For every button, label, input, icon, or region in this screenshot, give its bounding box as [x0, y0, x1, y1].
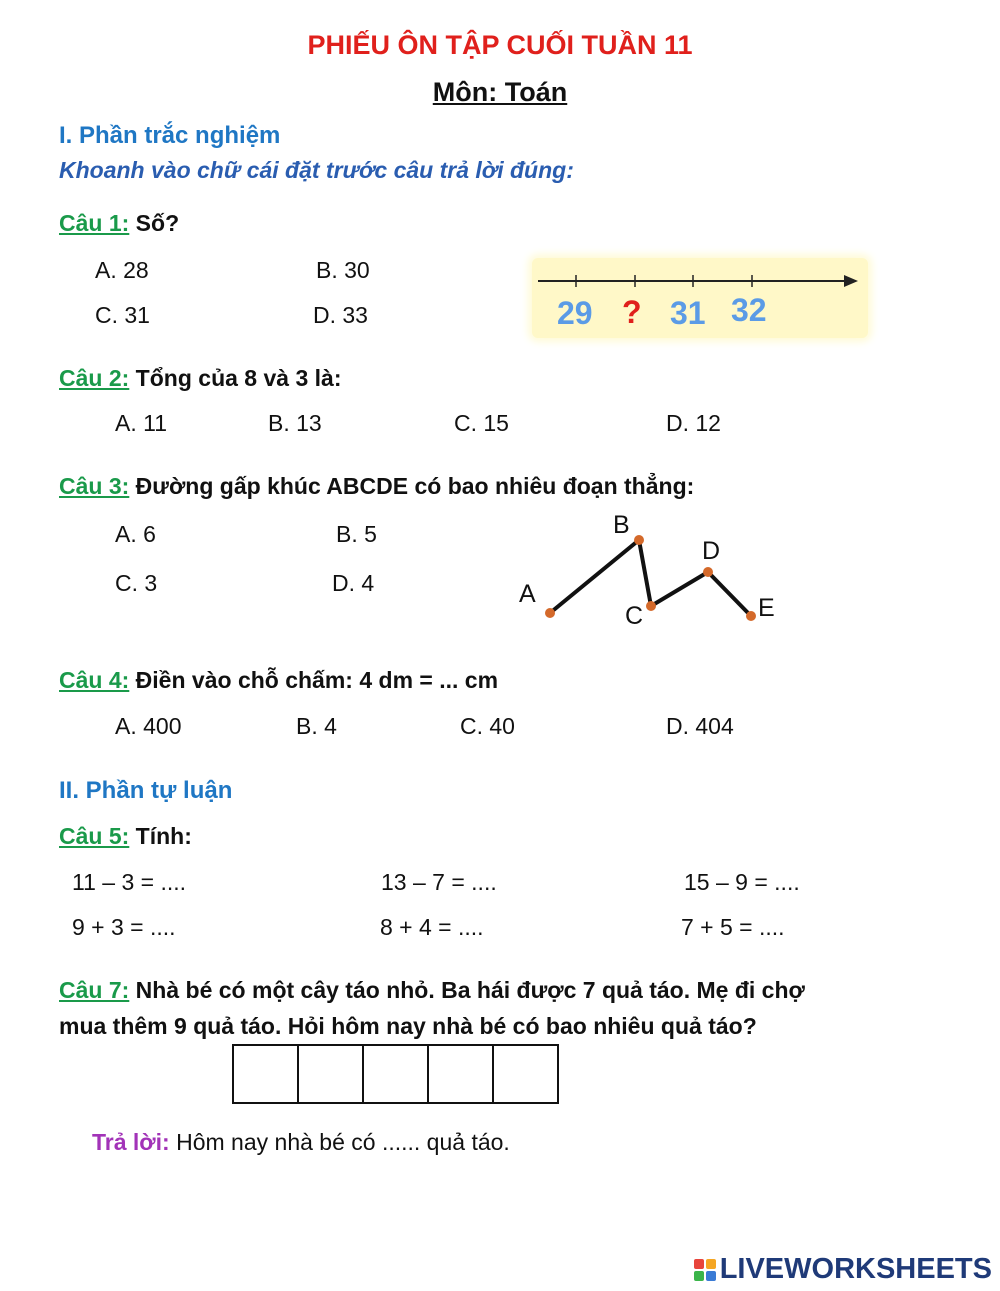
number-line-label-31: 31 — [670, 295, 706, 331]
number-line-label-32: 32 — [731, 292, 767, 328]
calc-5[interactable]: 8 + 4 = .... — [380, 914, 484, 940]
q2-option-d[interactable]: D. 12 — [666, 410, 721, 436]
point-e-marker — [746, 611, 756, 621]
answer-box-5[interactable] — [494, 1046, 557, 1102]
answer-box-2[interactable] — [299, 1046, 364, 1102]
answer-box-4[interactable] — [429, 1046, 494, 1102]
q3-option-c[interactable]: C. 3 — [115, 570, 158, 596]
subject-title: Môn: Toán — [432, 77, 568, 107]
point-b-label: B — [613, 511, 630, 539]
q7-prompt-line2: mua thêm 9 quả táo. Hỏi hôm nay nhà bé có bao nhiêu quả táo? — [59, 1013, 757, 1039]
point-a-label: A — [519, 580, 536, 608]
q4-option-a[interactable]: A. 400 — [115, 713, 182, 739]
calc-1[interactable]: 11 – 3 = .... — [72, 869, 187, 895]
polyline-abcde-figure — [500, 500, 800, 640]
q1-prompt: Câu 1: Số? — [59, 210, 180, 236]
q7-prompt-line1: Câu 7: Nhà bé có một cây táo nhỏ. Ba hái được 7 quả táo. Mẹ đi chợ — [59, 977, 805, 1003]
liveworksheets-logo-icon — [694, 1259, 716, 1281]
part1-heading: I. Phần trắc nghiệm — [59, 122, 281, 149]
worksheet-title: PHIẾU ÔN TẬP CUỐI TUẦN 11 — [307, 30, 693, 60]
part2-heading: II. Phần tự luận — [59, 777, 233, 804]
number-line-label-unknown: ? — [622, 294, 642, 330]
logo-tile-1 — [694, 1259, 704, 1269]
q3-option-b[interactable]: B. 5 — [336, 521, 377, 547]
calc-4[interactable]: 9 + 3 = .... — [72, 914, 176, 940]
point-d-label: D — [702, 537, 721, 565]
q4-option-c[interactable]: C. 40 — [460, 713, 515, 739]
q7-answer-line: Trả lời: Hôm nay nhà bé có ...... quả táo. — [92, 1129, 510, 1155]
q1-option-c[interactable]: C. 31 — [95, 302, 150, 328]
answer-box-3[interactable] — [364, 1046, 429, 1102]
q1-option-a[interactable]: A. 28 — [95, 257, 149, 283]
part1-instruction: Khoanh vào chữ cái đặt trước câu trả lời đúng: — [59, 157, 574, 183]
q4-option-b[interactable]: B. 4 — [296, 713, 337, 739]
logo-tile-2 — [706, 1259, 716, 1269]
q2-option-b[interactable]: B. 13 — [268, 410, 322, 436]
point-c-label: C — [625, 602, 644, 630]
q3-option-d[interactable]: D. 4 — [332, 570, 375, 596]
q2-option-c[interactable]: C. 15 — [454, 410, 509, 436]
logo-tile-3 — [694, 1271, 704, 1281]
point-b-marker — [634, 535, 644, 545]
point-d-marker — [703, 567, 713, 577]
point-e-label: E — [758, 594, 775, 622]
calc-2[interactable]: 13 – 7 = .... — [381, 869, 497, 895]
point-a-marker — [545, 608, 555, 618]
answer-boxes — [232, 1044, 559, 1104]
calc-6[interactable]: 7 + 5 = .... — [681, 914, 785, 940]
q2-option-a[interactable]: A. 11 — [115, 410, 167, 436]
liveworksheets-logo-text: LIVEWORKSHEETS — [719, 1253, 992, 1285]
q3-option-a[interactable]: A. 6 — [115, 521, 156, 547]
logo-tile-4 — [706, 1271, 716, 1281]
q4-prompt: Câu 4: Điền vào chỗ chấm: 4 dm = ... cm — [59, 667, 499, 693]
q3-prompt: Câu 3: Đường gấp khúc ABCDE có bao nhiêu đoạn thẳng: — [59, 473, 695, 499]
q2-prompt: Câu 2: Tổng của 8 và 3 là: — [59, 365, 342, 391]
q1-option-b[interactable]: B. 30 — [316, 257, 370, 283]
q4-option-d[interactable]: D. 404 — [666, 713, 734, 739]
calc-3[interactable]: 15 – 9 = .... — [684, 869, 800, 895]
answer-box-1[interactable] — [234, 1046, 299, 1102]
q5-prompt: Câu 5: Tính: — [59, 823, 192, 849]
q1-option-d[interactable]: D. 33 — [313, 302, 368, 328]
liveworksheets-logo — [694, 1253, 992, 1286]
point-c-marker — [646, 601, 656, 611]
number-line-label-29: 29 — [557, 295, 593, 331]
